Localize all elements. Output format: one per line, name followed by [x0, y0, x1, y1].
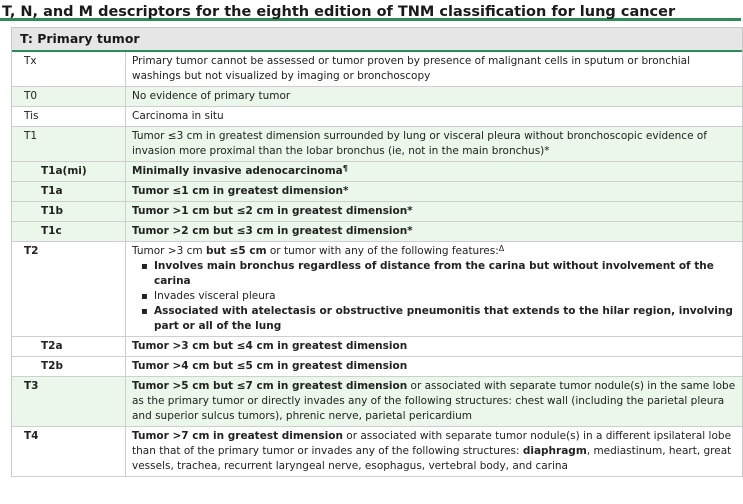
- table-row: [12, 52, 742, 87]
- table-row: [12, 222, 742, 242]
- code-cell: T2a: [12, 337, 126, 356]
- footnote-mark: ¶: [342, 164, 348, 173]
- footnote-mark: Δ: [498, 244, 505, 253]
- code-cell: T1a(mi): [12, 162, 126, 181]
- description-text-bold: Tumor >5 cm but ≤7 cm in greatest dimension: [132, 380, 408, 392]
- description-cell: Tumor >1 cm but ≤2 cm in greatest dimension*: [132, 205, 413, 217]
- tnm-table: [11, 27, 743, 477]
- list-item: ▪ Involves main bronchus regardless of distance from the carina but without involvement of the carina: [154, 259, 736, 289]
- description-text: or associated with separate tumor nodule(s) in the same lobe as the primary tumor or directly invades any of the following structures: chest wall (including the parietal pleura and superior sulcus tumors), phrenic nerve, parietal pericardium: [132, 380, 736, 422]
- description-text: or tumor with any of the following features:: [266, 245, 499, 257]
- code-cell: T1b: [12, 202, 126, 221]
- description-cell: Tumor >4 cm but ≤5 cm in greatest dimension: [132, 360, 408, 372]
- code-cell: Tx: [12, 52, 126, 86]
- code-cell: T3: [12, 377, 126, 426]
- page-title: T, N, and M descriptors for the eighth edition of TNM classification for lung cancer: [0, 0, 741, 21]
- table-row: [12, 337, 742, 357]
- description-cell: Tumor ≤1 cm in greatest dimension*: [132, 185, 349, 197]
- feature-list: [132, 259, 736, 334]
- code-cell: T0: [12, 87, 126, 106]
- table-row: [12, 182, 742, 202]
- table-row: [12, 107, 742, 127]
- description-text: Minimally invasive adenocarcinoma: [132, 165, 343, 177]
- table-row: [12, 162, 742, 182]
- description-cell: Tumor >2 cm but ≤3 cm in greatest dimension*: [132, 225, 413, 237]
- code-cell: T1c: [12, 222, 126, 241]
- code-cell: T4: [12, 427, 126, 476]
- description-text: or associated with separate tumor nodule(s) in a different ipsilateral lobe than that of the primary tumor or invades any of the following structures:: [132, 430, 732, 457]
- description-text-bold: diaphragm: [522, 445, 587, 457]
- table-row: [12, 127, 742, 162]
- section-header: T: Primary tumor: [12, 28, 742, 52]
- table-row: [12, 357, 742, 377]
- table-row: [12, 427, 742, 477]
- description-cell: [126, 427, 742, 476]
- description-cell: Primary tumor cannot be assessed or tumor proven by presence of malignant cells in sputum or bronchial washings but not visualized by imaging or bronchoscopy: [132, 55, 691, 82]
- list-item: ▪ Associated with atelectasis or obstructive pneumonitis that extends to the hilar region, involving part or all of the lung: [154, 304, 736, 334]
- description-text: Tumor >3 cm: [132, 245, 206, 257]
- description-cell: Tumor ≤3 cm in greatest dimension surrounded by lung or visceral pleura without bronchoscopic evidence of invasion more proximal than the lobar bronchus (ie, not in the main bronchus)*: [132, 130, 707, 157]
- description-cell: [126, 377, 742, 426]
- code-cell: T1a: [12, 182, 126, 201]
- description-cell: [126, 162, 742, 181]
- description-text: , mediastinum, heart, great vessels, trachea, recurrent laryngeal nerve, esophagus, vertebral body, and carina: [132, 445, 732, 472]
- description-text-bold: but ≤5 cm: [205, 245, 267, 257]
- code-cell: Tis: [12, 107, 126, 126]
- code-cell: T2: [12, 242, 126, 336]
- description-cell: Carcinoma in situ: [132, 110, 224, 122]
- table-row: [12, 377, 742, 427]
- code-cell: T2b: [12, 357, 126, 376]
- description-cell: [126, 242, 742, 336]
- table-row: [12, 87, 742, 107]
- description-cell: No evidence of primary tumor: [132, 90, 291, 102]
- description-text-bold: Tumor >7 cm in greatest dimension: [132, 430, 343, 442]
- description-cell: Tumor >3 cm but ≤4 cm in greatest dimension: [132, 340, 408, 352]
- table-row: [12, 242, 742, 337]
- code-cell: T1: [12, 127, 126, 161]
- table-row: [12, 202, 742, 222]
- list-item: ▪ Invades visceral pleura: [154, 289, 736, 304]
